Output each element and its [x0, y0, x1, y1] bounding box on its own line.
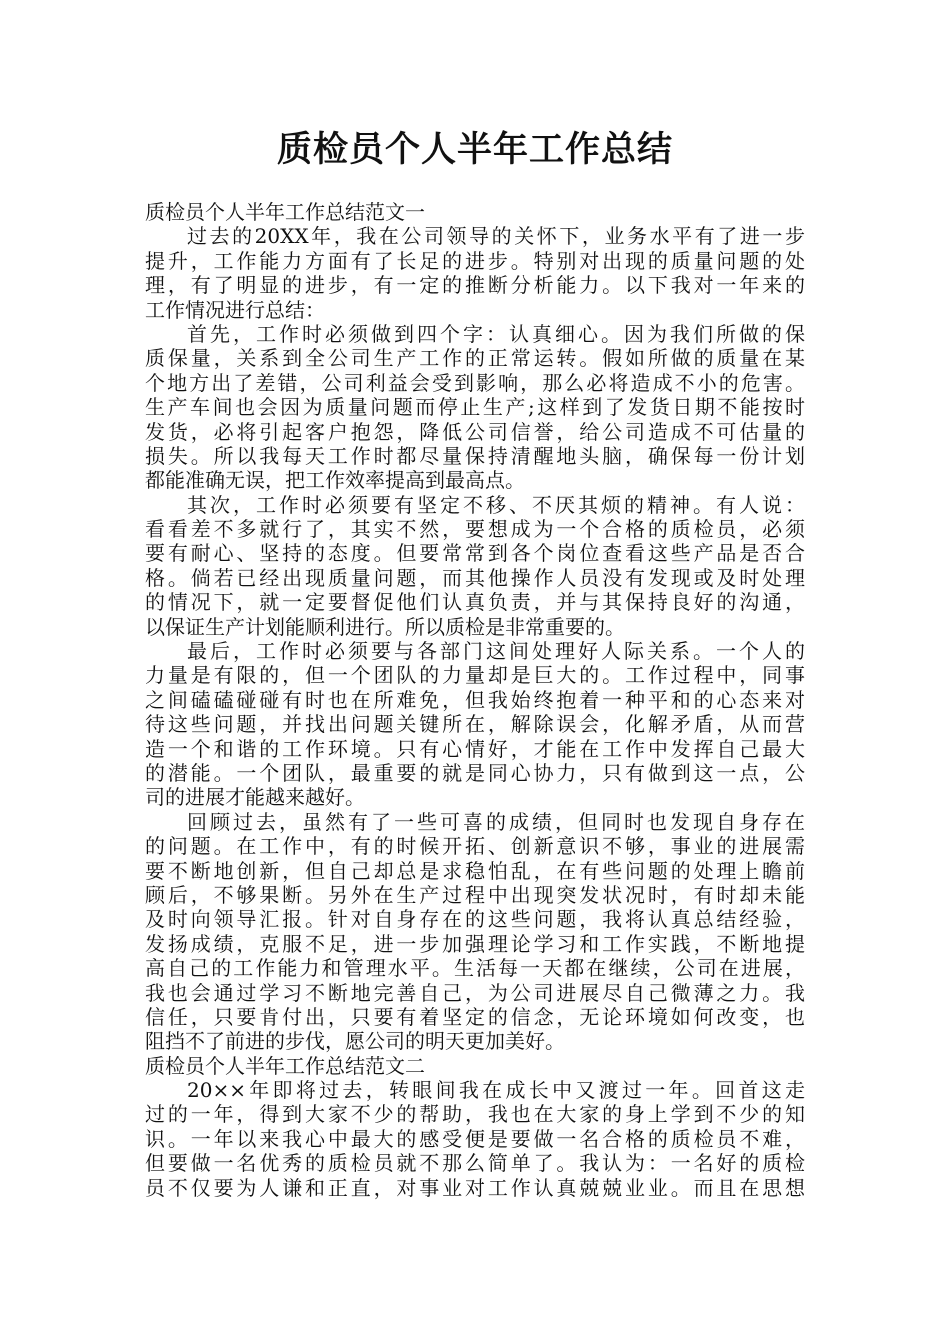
text-line: 力量是有限的，但一个团队的力量却是巨大的。工作过程中，同事 — [145, 663, 805, 688]
text-line: 的潜能。一个团队，最重要的就是同心协力，只有做到这一点，公 — [145, 760, 805, 785]
text-line: 员不仅要为人谦和正直，对事业对工作认真兢兢业业。而且在思想 — [145, 1175, 805, 1200]
text-line: 要不断地创新，但自己却总是求稳怕乱，在有些问题的处理上瞻前 — [145, 858, 805, 883]
text-line: 都能准确无误，把工作效率提高到最高点。 — [145, 468, 525, 493]
text-line: 20××年即将过去，转眼间我在成长中又渡过一年。回首这走 — [187, 1078, 805, 1103]
text-line: 及时向领导汇报。针对自身存在的这些问题，我将认真总结经验， — [145, 907, 805, 932]
text-line: 看看差不多就行了，其实不然，要想成为一个合格的质检员，必须 — [145, 517, 805, 542]
text-line: 发扬成绩，克服不足，进一步加强理论学习和工作实践，不断地提 — [145, 931, 805, 956]
text-line: 损失。所以我每天工作时都尽量保持清醒地头脑，确保每一份计划 — [145, 443, 805, 468]
text-line: 识。一年以来我心中最大的感受便是要做一名合格的质检员不难， — [145, 1126, 805, 1151]
text-line: 过去的20XX年，我在公司领导的关怀下，业务水平有了进一步 — [187, 224, 805, 249]
text-line: 首先，工作时必须做到四个字：认真细心。因为我们所做的保 — [187, 321, 805, 346]
text-line: 的情况下，就一定要督促他们认真负责，并与其保持良好的沟通， — [145, 590, 805, 615]
text-line: 质检员个人半年工作总结范文一 — [145, 200, 425, 224]
text-line: 以保证生产计划能顺利进行。所以质检是非常重要的。 — [145, 614, 625, 639]
text-line: 个地方出了差错，公司利益会受到影响，那么必将造成不小的危害。 — [145, 370, 805, 395]
text-line: 回顾过去，虽然有了一些可喜的成绩，但同时也发现自身存在 — [187, 809, 805, 834]
text-line: 发货，必将引起客户抱怨，降低公司信誉，给公司造成不可估量的 — [145, 419, 805, 444]
text-line: 质检员个人半年工作总结范文二 — [145, 1053, 425, 1078]
text-line: 但要做一名优秀的质检员就不那么简单了。我认为：一名好的质检 — [145, 1151, 805, 1176]
text-line: 的问题。在工作中，有的时候开拓、创新意识不够，事业的进展需 — [145, 834, 805, 859]
text-line: 质保量，关系到全公司生产工作的正常运转。假如所做的质量在某 — [145, 346, 805, 371]
text-line: 理，有了明显的进步，有一定的推断分析能力。以下我对一年来的 — [145, 273, 805, 298]
text-line: 待这些问题，并找出问题关键所在，解除误会，化解矛盾，从而营 — [145, 712, 805, 737]
text-line: 信任，只要肯付出，只要有着坚定的信念，无论环境如何改变，也 — [145, 1004, 805, 1029]
text-line: 格。倘若已经出现质量问题，而其他操作人员没有发现或及时处理 — [145, 565, 805, 590]
text-line: 我也会通过学习不断地完善自己，为公司进展尽自己微薄之力。我 — [145, 980, 805, 1005]
text-line: 最后，工作时必须要与各部门这间处理好人际关系。一个人的 — [187, 639, 805, 664]
text-line: 要有耐心、坚持的态度。但要常常到各个岗位查看这些产品是否合 — [145, 541, 805, 566]
text-line: 过的一年，得到大家不少的帮助，我也在大家的身上学到不少的知 — [145, 1102, 805, 1127]
text-line: 生产车间也会因为质量问题而停止生产;这样到了发货日期不能按时 — [145, 395, 805, 420]
text-line: 司的进展才能越来越好。 — [145, 785, 365, 810]
text-line: 之间磕磕碰碰有时也在所难免，但我始终抱着一种平和的心态来对 — [145, 687, 805, 712]
text-line: 提升，工作能力方面有了长足的进步。特别对出现的质量问题的处 — [145, 248, 805, 273]
text-line: 高自己的工作能力和管理水平。生活每一天都在继续，公司在进展， — [145, 956, 805, 981]
document-title: 质检员个人半年工作总结 — [276, 130, 673, 170]
document-body — [145, 200, 805, 1200]
text-line: 工作情况进行总结： — [145, 297, 325, 322]
text-line: 阻挡不了前进的步伐，愿公司的明天更加美好。 — [145, 1029, 565, 1054]
text-line: 其次，工作时必须要有坚定不移、不厌其烦的精神。有人说： — [187, 492, 805, 517]
text-line: 造一个和谐的工作环境。只有心情好，才能在工作中发挥自己最大 — [145, 736, 805, 761]
text-line: 顾后，不够果断。另外在生产过程中出现突发状况时，有时却未能 — [145, 882, 805, 907]
